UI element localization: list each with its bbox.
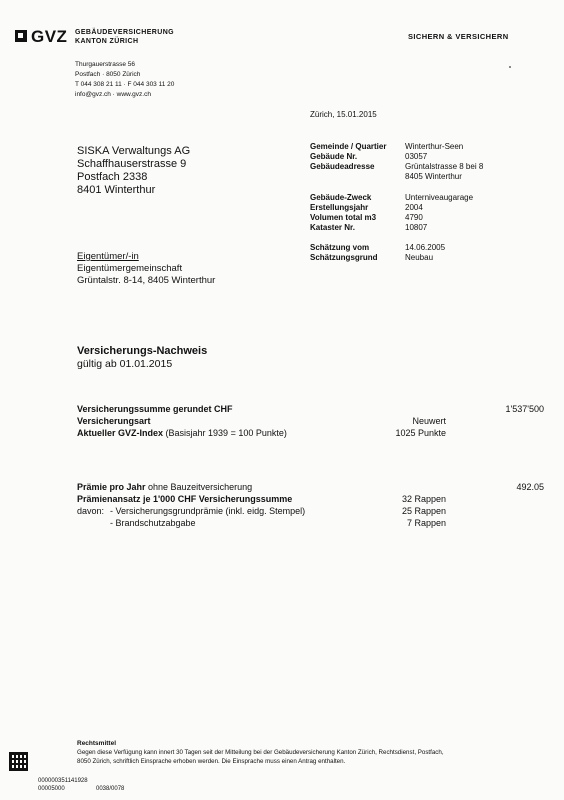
adresse-label: Gebäudeadresse (310, 162, 375, 171)
gemeinde-label: Gemeinde / Quartier (310, 142, 387, 151)
tagline: SICHERN & VERSICHERN (408, 32, 509, 41)
recipient-line-2: Schaffhauserstrasse 9 (77, 158, 187, 170)
art-value: Neuwert (412, 416, 446, 426)
adresse-value-2: 8405 Winterthur (405, 172, 462, 181)
recipient-line-1: SISKA Verwaltungs AG (77, 145, 191, 157)
kataster-value: 10807 (405, 223, 428, 232)
rechtsmittel-title: Rechtsmittel (77, 740, 117, 747)
index-value: 1025 Punkte (395, 428, 446, 438)
recipient-line-4: 8401 Winterthur (77, 184, 156, 196)
logo-line-2: KANTON ZÜRICH (75, 38, 139, 45)
owner-line-2: Grüntalstr. 8-14, 8405 Winterthur (77, 275, 216, 286)
rechtsmittel-text-1: Gegen diese Verfügung kann innert 30 Tagen seit der Mitteilung bei der Gebäudeversicherung Kanton Zürich, Rechtsdienst, Postfach, (77, 749, 444, 756)
rechtsmittel-text-2: 8050 Zürich, schriftlich Einsprache erhoben werden. Die Einsprache muss einen Antrag enthalten. (77, 758, 346, 765)
jahr-value: 2004 (405, 203, 423, 212)
recipient-line-3: Postfach 2338 (77, 171, 148, 183)
praemie-label-bold: Prämie pro Jahr (77, 482, 146, 492)
grundpraemie-value: 25 Rappen (401, 506, 446, 516)
qr-code-icon (9, 752, 28, 771)
summe-label: Versicherungssumme gerundet CHF (77, 404, 233, 414)
brandschutz-label: - Brandschutzabgabe (110, 518, 196, 528)
ansatz-label: Prämienansatz je 1'000 CHF Versicherungssumme (77, 494, 293, 504)
owner-line-1: Eigentümergemeinschaft (77, 263, 183, 274)
gvz-logo-mark-icon (15, 30, 27, 42)
davon-label: davon: (77, 506, 105, 516)
schaetzung-value: 14.06.2005 (405, 243, 446, 252)
volumen-value: 4790 (405, 213, 423, 222)
index-label (77, 428, 287, 438)
sender-postbox: Postfach · 8050 Zürich (75, 71, 141, 78)
index-label-rest: (Basisjahr 1939 = 100 Punkte) (163, 428, 287, 438)
document-subtitle: gültig ab 01.01.2015 (77, 358, 173, 370)
logo-line-1: GEBÄUDEVERSICHERUNG (75, 29, 174, 36)
praemie-value: 492.05 (516, 482, 544, 492)
document-title: Versicherungs-Nachweis (77, 345, 208, 357)
gebaeude-nr-value: 03057 (405, 152, 428, 161)
sender-web: info@gvz.ch · www.gvz.ch (75, 91, 151, 98)
summe-value: 1'537'500 (505, 404, 544, 414)
sender-phone: T 044 308 21 11 · F 044 303 11 20 (75, 81, 175, 88)
jahr-label: Erstellungsjahr (310, 203, 369, 212)
sender-street: Thurgauerstrasse 56 (75, 61, 135, 68)
document-date: Zürich, 15.01.2015 (310, 110, 377, 119)
zweck-label: Gebäude-Zweck (310, 193, 372, 202)
batch-number: 00005000 (38, 786, 65, 792)
schaetzung-label: Schätzung vom (310, 243, 370, 252)
grundpraemie-label: - Versicherungsgrundprämie (inkl. eidg. Stempel) (110, 506, 306, 516)
kataster-label: Kataster Nr. (310, 223, 355, 232)
gemeinde-value: Winterthur-Seen (405, 142, 464, 151)
adresse-value-1: Grüntalstrasse 8 bei 8 (405, 162, 484, 171)
art-label: Versicherungsart (77, 416, 151, 426)
scan-speck-icon (509, 66, 511, 68)
praemie-label (77, 482, 252, 492)
schaetzungsgrund-label: Schätzungsgrund (310, 253, 378, 262)
ansatz-value: 32 Rappen (401, 494, 446, 504)
index-label-bold: Aktueller GVZ-Index (77, 428, 164, 438)
owner-label: Eigentümer/-in (77, 251, 139, 262)
volumen-label: Volumen total m3 (310, 213, 377, 222)
gebaeude-nr-label: Gebäude Nr. (310, 152, 358, 161)
brandschutz-value: 7 Rappen (406, 518, 446, 528)
schaetzungsgrund-value: Neubau (405, 253, 434, 262)
logo-text: GVZ (31, 27, 68, 46)
page-sequence: 0038/0078 (96, 786, 125, 792)
zweck-value: Unterniveaugarage (405, 193, 474, 202)
barcode-number: 000000351141928 (38, 778, 88, 784)
praemie-label-rest: ohne Bauzeitversicherung (145, 482, 253, 492)
